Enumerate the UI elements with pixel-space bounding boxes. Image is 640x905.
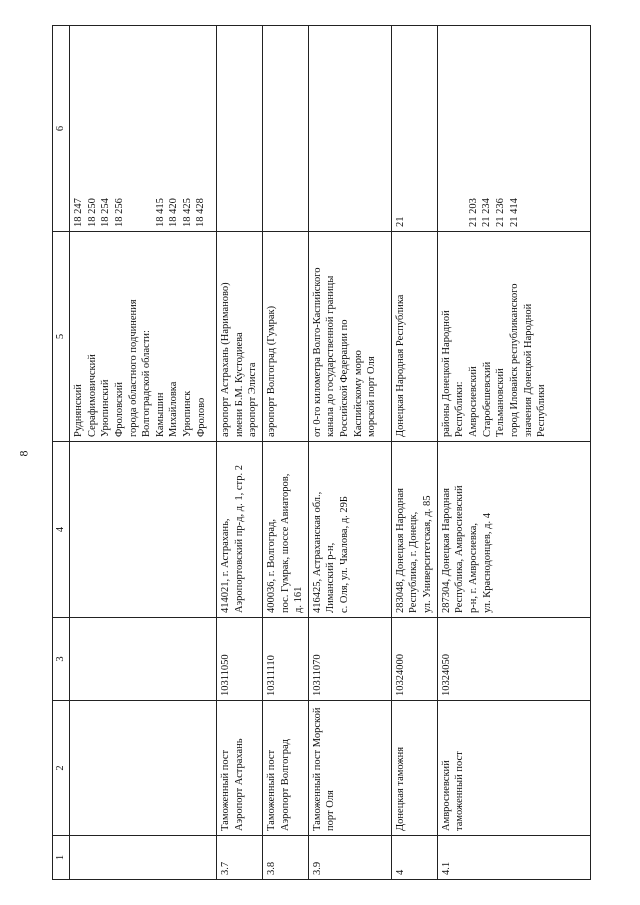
territory-line: Фролово <box>195 397 207 437</box>
row-number: 3.7 <box>217 836 263 880</box>
customs-address <box>262 442 308 618</box>
table-row <box>262 26 308 880</box>
okato-codes-cell <box>391 26 437 232</box>
customs-code: 10324000 <box>391 618 437 701</box>
territory-line: Урюпинск <box>182 390 194 437</box>
customs-address <box>437 442 590 618</box>
territory-cell <box>308 232 391 442</box>
row-number: 4 <box>391 836 437 880</box>
territory-cell <box>437 232 590 442</box>
table-row <box>308 26 391 880</box>
address-line: 416425, Астраханская обл., <box>311 491 323 613</box>
row-number: 3.8 <box>262 836 308 880</box>
address-line: 400036, г. Волгоград, <box>265 519 277 613</box>
territory-line: Волгоградской области: <box>141 330 153 437</box>
customs-name: Таможенный пост Аэропорт Астрахань <box>217 701 263 836</box>
territory-cell <box>70 232 217 442</box>
okato-codes-cell <box>217 26 263 232</box>
table-row <box>391 26 437 880</box>
address-line: 414021, г. Астрахань, <box>220 518 231 613</box>
territory-line: Республики: <box>454 381 466 437</box>
territory-line: Тельмановский <box>495 368 507 437</box>
customs-code: 10311050 <box>217 618 263 701</box>
territory-cell <box>391 232 437 442</box>
customs-code: 10324050 <box>437 618 590 701</box>
address-line: ул. Краснодонцев, д. 4 <box>481 513 493 613</box>
customs-name: Амвросиевский таможенный пост <box>437 701 590 836</box>
customs-name: Таможенный пост Морской порт Оля <box>308 701 391 836</box>
row-number: 3.9 <box>308 836 391 880</box>
column-number-row <box>53 26 70 880</box>
territory-line: город Иловайск республиканского <box>508 283 520 437</box>
address-line: р-н, г. Амвросиевка, <box>468 522 480 613</box>
territory-line: Камышин <box>154 392 166 437</box>
customs-name: Донецкая таможня <box>391 701 437 836</box>
blank-line <box>127 30 141 227</box>
territory-line: морской порт Оля <box>366 356 378 437</box>
okato-code: 21 234 <box>481 198 493 227</box>
table-row <box>70 26 217 880</box>
okato-code: 18 415 <box>154 198 166 227</box>
blank-line <box>140 30 154 227</box>
address-line: ул. Университетская, д. 85 <box>422 495 434 613</box>
territory-line: Михайловка <box>168 381 180 437</box>
address-line: Лиманский р-н, <box>325 542 337 613</box>
table-row <box>217 26 263 880</box>
okato-code: 21 414 <box>508 198 520 227</box>
row-number: 4.1 <box>437 836 590 880</box>
col-header: 2 <box>53 701 70 836</box>
col-header: 1 <box>53 836 70 880</box>
customs-address <box>308 442 391 618</box>
territory-line: Каспийскому морю <box>352 350 364 437</box>
territory-line: районы Донецкой Народной <box>440 310 452 437</box>
col-header: 3 <box>53 618 70 701</box>
territory-line: аэропорт Астрахань (Нариманово) <box>220 282 231 437</box>
territory-line: города областного подчинения <box>127 299 139 437</box>
territory-line: Республики <box>536 384 548 437</box>
customs-address <box>70 442 217 618</box>
address-line: д. 161 <box>293 586 305 613</box>
okato-code: 18 425 <box>181 198 193 227</box>
customs-address <box>391 442 437 618</box>
okato-code: 21 203 <box>467 198 479 227</box>
customs-table <box>52 25 591 880</box>
territory-cell <box>217 232 263 442</box>
row-number <box>70 836 217 880</box>
territory-line: значения Донецкой Народной <box>522 303 534 437</box>
territory-line: канала до государственной границы <box>325 275 337 437</box>
territory-line: Донецкая Народная Республика <box>394 294 406 437</box>
customs-name <box>70 701 217 836</box>
address-line: пос. Гумрак, шоссе Авиаторов, <box>279 473 291 613</box>
blank-line <box>453 30 467 227</box>
address-line: 287304, Донецкая Народная <box>440 487 452 613</box>
okato-codes-cell <box>437 26 590 232</box>
territory-line: аэропорт Элиста <box>247 362 259 437</box>
address-line: Аэропортовский пр-д, д. 1, стр. 2 <box>233 465 245 613</box>
okato-codes-cell <box>308 26 391 232</box>
territory-cell <box>262 232 308 442</box>
col-header: 4 <box>53 442 70 618</box>
address-line: Республика, г. Донецк, <box>408 511 420 613</box>
customs-address <box>217 442 263 618</box>
okato-code: 18 254 <box>100 198 112 227</box>
okato-code: 18 420 <box>168 198 180 227</box>
territory-line: Руднянский <box>73 384 84 437</box>
address-line: Республика, Амвросиевский <box>454 485 466 613</box>
okato-codes-cell <box>70 26 217 232</box>
territory-line: Урюпинский <box>100 379 112 437</box>
customs-code: 10311070 <box>308 618 391 701</box>
territory-line: Российской Федерации по <box>339 319 351 437</box>
page-number: 8 <box>16 450 31 457</box>
territory-line: Фроловский <box>113 381 125 437</box>
address-line: 283048, Донецкая Народная <box>394 487 406 613</box>
okato-code: 21 236 <box>495 198 507 227</box>
customs-name: Таможенный пост Аэропорт Волгоград <box>262 701 308 836</box>
territory-line: Серафимовичский <box>86 354 98 437</box>
okato-codes-cell <box>262 26 308 232</box>
territory-line: Амвросиевский <box>468 366 480 437</box>
territory-line: Старобешевский <box>481 361 493 437</box>
address-line: с. Оля, ул. Чкалова, д. 29Б <box>339 496 351 613</box>
okato-code: 18 250 <box>86 198 98 227</box>
col-header: 5 <box>53 232 70 442</box>
customs-code: 10311110 <box>262 618 308 701</box>
territory-line: от 0-го километра Волго-Каспийского <box>311 267 323 437</box>
okato-code: 21 <box>394 216 406 227</box>
table-row <box>437 26 590 880</box>
territory-line: аэропорт Волгоград (Гумрак) <box>265 305 277 437</box>
okato-code: 18 428 <box>195 198 207 227</box>
okato-code: 18 256 <box>113 198 125 227</box>
col-header: 6 <box>53 26 70 232</box>
okato-code: 18 247 <box>73 198 84 227</box>
rotated-page <box>52 80 632 880</box>
customs-code <box>70 618 217 701</box>
territory-line: имени Б.М. Кустодиева <box>233 332 245 437</box>
blank-line <box>440 30 454 227</box>
